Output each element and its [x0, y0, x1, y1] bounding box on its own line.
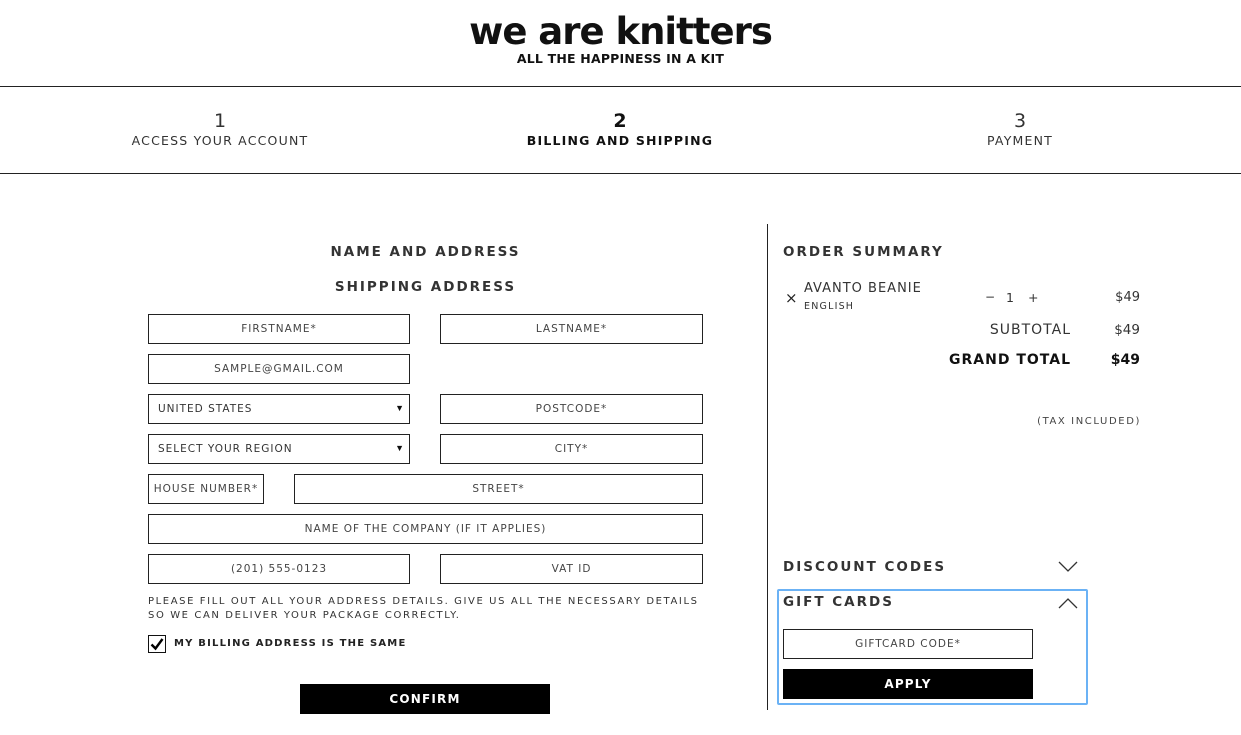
vat-input[interactable] — [441, 555, 702, 583]
firstname-input[interactable] — [149, 315, 409, 343]
region-selected-value: SELECT YOUR REGION — [158, 443, 293, 455]
giftcard-field — [783, 629, 1033, 659]
email-input[interactable] — [149, 355, 409, 383]
logo[interactable]: we are knitters — [469, 10, 772, 53]
step-label: ACCESS YOUR ACCOUNT — [131, 133, 309, 148]
column-divider — [767, 224, 768, 710]
grand-total-label: GRAND TOTAL — [949, 352, 1071, 368]
chevron-down-icon[interactable] — [1058, 561, 1078, 573]
house-number-input[interactable] — [149, 475, 263, 503]
step-payment[interactable] — [890, 109, 1150, 148]
postcode-input[interactable] — [441, 395, 702, 423]
discount-codes-toggle[interactable]: DISCOUNT CODES — [783, 559, 947, 575]
subtotal-label: SUBTOTAL — [989, 322, 1071, 338]
tax-note: (TAX INCLUDED) — [1037, 416, 1141, 427]
close-icon[interactable]: × — [785, 289, 798, 307]
city-input[interactable] — [441, 435, 702, 463]
email-field — [148, 354, 410, 384]
city-field — [440, 434, 703, 464]
country-selected-value: UNITED STATES — [158, 403, 253, 415]
item-name: AVANTO BEANIE — [804, 281, 922, 296]
lastname-input[interactable] — [441, 315, 702, 343]
brand-header — [0, 12, 1241, 66]
grand-total-value: $49 — [1110, 352, 1140, 368]
item-variant: ENGLISH — [804, 301, 855, 312]
company-field — [148, 514, 703, 544]
billing-same-label[interactable]: MY BILLING ADDRESS IS THE SAME — [174, 638, 407, 649]
shipping-address-title: SHIPPING ADDRESS — [334, 279, 517, 295]
postcode-field — [440, 394, 703, 424]
gift-cards-toggle[interactable]: GIFT CARDS — [783, 594, 894, 610]
vat-field — [440, 554, 703, 584]
quantity-increase-button[interactable]: + — [1028, 290, 1039, 305]
phone-field — [148, 554, 410, 584]
address-note: PLEASE FILL OUT ALL YOUR ADDRESS DETAILS. GIVE US ALL THE NECESSARY DETAILS SO WE CAN DELIVER YOUR PACKAGE CORRECTLY. — [148, 596, 699, 621]
checkout-steps — [0, 86, 1241, 174]
form-title: NAME AND ADDRESS — [330, 244, 521, 260]
street-field — [294, 474, 703, 504]
lastname-field — [440, 314, 703, 344]
region-select[interactable] — [148, 434, 410, 464]
step-number: 2 — [613, 110, 627, 132]
tagline: ALL THE HAPPINESS IN A KIT — [516, 51, 725, 66]
company-input[interactable] — [149, 515, 702, 543]
apply-button[interactable]: APPLY — [783, 669, 1033, 699]
step-billing-shipping[interactable] — [490, 109, 750, 148]
step-label: PAYMENT — [986, 133, 1054, 148]
billing-same-checkbox[interactable] — [148, 635, 166, 653]
country-select[interactable] — [148, 394, 410, 424]
subtotal-value: $49 — [1114, 322, 1140, 338]
chevron-up-icon[interactable] — [1058, 597, 1078, 609]
quantity-decrease-button[interactable]: − — [985, 290, 996, 304]
step-number: 1 — [213, 110, 227, 132]
caret-down-icon: ▼ — [395, 403, 404, 413]
house-number-field — [148, 474, 264, 504]
order-summary-title: ORDER SUMMARY — [783, 244, 944, 260]
step-access-account[interactable] — [90, 109, 350, 148]
phone-input[interactable] — [149, 555, 409, 583]
check-icon — [150, 637, 164, 651]
giftcard-input[interactable] — [784, 630, 1032, 658]
step-number: 3 — [1013, 110, 1027, 132]
step-label: BILLING AND SHIPPING — [526, 133, 714, 148]
street-input[interactable] — [295, 475, 702, 503]
confirm-button[interactable]: CONFIRM — [300, 684, 550, 714]
quantity-value: 1 — [1006, 290, 1014, 305]
firstname-field — [148, 314, 410, 344]
item-price: $49 — [1115, 290, 1140, 305]
caret-down-icon: ▼ — [395, 443, 404, 453]
